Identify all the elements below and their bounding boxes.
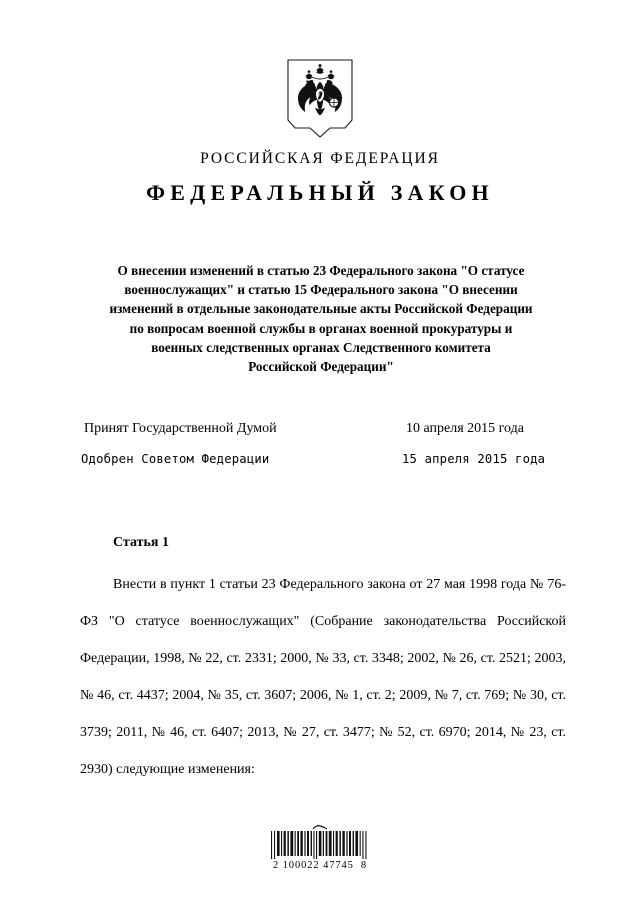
adoption-date-federation-council: 15 апреля 2015 года [402,452,546,466]
russian-coat-of-arms-icon [285,58,355,146]
law-title-line: изменений в отдельные законодательные акты Российской Федерации [109,301,533,317]
country-heading: РОССИЙСКАЯ ФЕДЕРАЦИЯ [200,150,440,167]
law-type-heading: ФЕДЕРАЛЬНЫЙ ЗАКОН [146,180,494,205]
barcode-number: 2 100022 47745 8 [272,860,368,871]
article-heading: Статья 1 [113,535,169,550]
law-title [78,261,564,376]
adoption-row-federation-council [80,452,565,483]
law-title-line: О внесении изменений в статью 23 Федерального закона "О статусе [117,263,525,278]
article-body-paragraph: Внести в пункт 1 статьи 23 Федерального закона от 27 мая 1998 года № 76-ФЗ "О статусе военнослужащих" (Собрание законодательства Российской Федерации, 1998, № 22, ст. 2331; 2000, № 33, ст. 3348; 2002, № 26, ст. 2521; 2003, № 46, ст. 4437; 2004, № 35, ст. 3607; 2006, № 1, ст. 2; 2009, № 7, ст. 769; № 30, ст. 3739; 2011, № 46, ст. 6407; 2013, № 27, ст. 3477; № 52, ст. 6970; 2014, № 23, ст. 2930) следующие изменения: [80,577,566,777]
adoption-row-duma [80,421,565,452]
law-title-line: военнослужащих" и статью 15 Федерального закона "О внесении [124,282,518,298]
adoption-block [80,421,565,483]
adoption-label-federation-council: Одобрен Советом Федерации [81,452,270,466]
law-title-line: Российской Федерации" [248,359,394,375]
barcode-icon [269,831,371,859]
law-title-line: военных следственных органах Следственного комитета [151,339,491,355]
barcode-container [0,824,640,871]
law-title-line: по вопросам военной службы в органах военной прокуратуры и [129,320,513,336]
coat-of-arms-container [0,58,640,146]
barcode-top-mark-icon [311,824,329,830]
adoption-date-duma: 10 апреля 2015 года [406,421,524,436]
adoption-label-duma: Принят Государственной Думой [84,421,277,436]
